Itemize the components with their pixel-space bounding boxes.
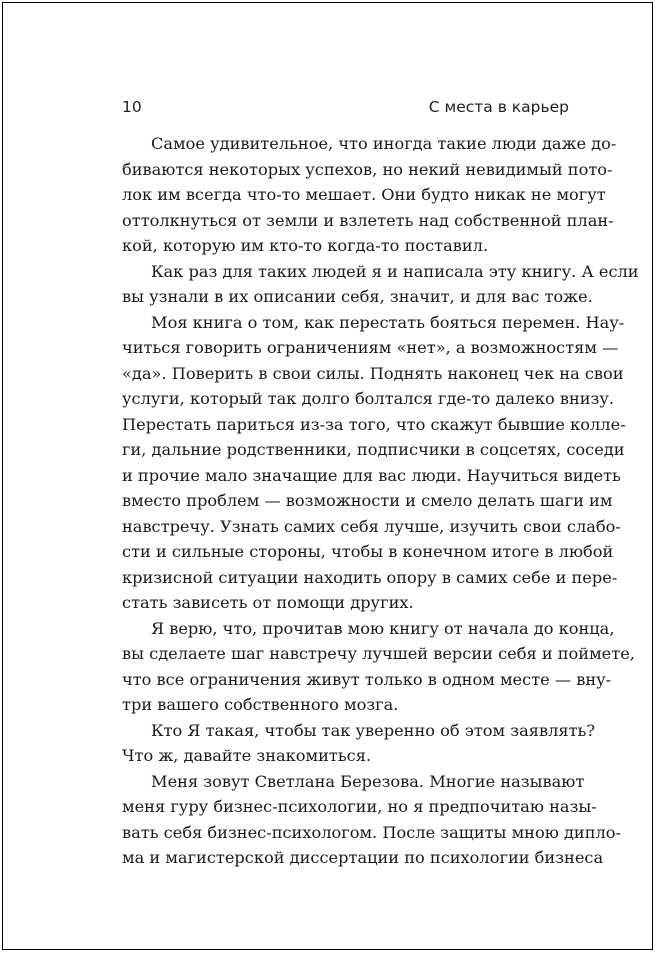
text-line: лок им всегда что-то мешает. Они будто никак не могут (122, 185, 606, 204)
text-line: услуги, который так долго болтался где-то далеко внизу. (122, 389, 615, 408)
text-line: три вашего собственного мозга. (122, 695, 399, 714)
text-line: стать зависеть от помощи других. (122, 593, 414, 612)
text-line: кризисной ситуации находить опору в самих себе и пере- (122, 567, 618, 587)
book-page (2, 2, 653, 950)
text-line: Кто Я такая, чтобы так уверенно об этом заявлять? (151, 720, 596, 740)
text-line: Что ж, давайте знакомиться. (122, 746, 372, 765)
text-line: вать себя бизнес-психологом. После защиты мною дипло- (122, 822, 621, 842)
text-line: вы сделаете шаг навстречу лучшей версии себя и поймете, (122, 644, 635, 663)
paragraph (122, 131, 617, 259)
paragraph (122, 616, 635, 718)
text-line: биваются некоторых успехов, но некий невидимый пото- (122, 159, 613, 179)
text-line: Моя книга о том, как перестать бояться перемен. Нау- (151, 312, 625, 332)
page-header (122, 98, 569, 116)
text-line: вы узнали в их описании себя, значит, и для вас тоже. (122, 287, 593, 306)
text-line: «да». Поверить в свои силы. Поднять наконец чек на свои (122, 363, 624, 383)
page-number: 10 (122, 98, 142, 116)
text-line: оттолкнуться от земли и взлететь над собственной план- (122, 210, 614, 230)
text-line: меня гуру бизнес-психологии, но я предпочитаю назы- (122, 797, 597, 816)
text-line: вместо проблем — возможности и смело делать шаги им (122, 491, 613, 510)
text-line: Самое удивительное, что иногда такие люди даже до- (151, 134, 617, 153)
text-line: ги, дальние родственники, подписчики в соцсетях, соседи (122, 440, 625, 459)
text-line: сти и сильные стороны, чтобы в конечном итоге в любой (122, 542, 614, 561)
text-line: ма и магистерской диссертации по психологии бизнеса (122, 848, 604, 867)
text-line: Меня зовут Светлана Березова. Многие называют (151, 771, 585, 791)
paragraph (122, 310, 626, 616)
text-line: навстречу. Узнать самих себя лучше, изучить свои слабо- (122, 516, 621, 536)
text-line: Я верю, что, прочитав мою книгу от начала до конца, (151, 618, 615, 638)
body-text (122, 131, 639, 871)
text-line: кой, которую им кто-то когда-то поставил. (122, 236, 489, 255)
paragraph (122, 718, 596, 769)
text-line: что все ограничения живут только в одном месте — вну- (122, 669, 612, 689)
text-line: Перестать париться из-за того, что скажут бывшие колле- (122, 414, 626, 434)
paragraph (122, 259, 639, 310)
text-line: Как раз для таких людей я и написала эту книгу. А если (151, 261, 639, 281)
running-title: С места в карьер (428, 98, 569, 116)
text-line: и прочие мало значащие для вас люди. Научиться видеть (122, 465, 621, 485)
text-line: читься говорить ограничениям «нет», а возможностям — (122, 338, 619, 357)
paragraph (122, 769, 621, 871)
